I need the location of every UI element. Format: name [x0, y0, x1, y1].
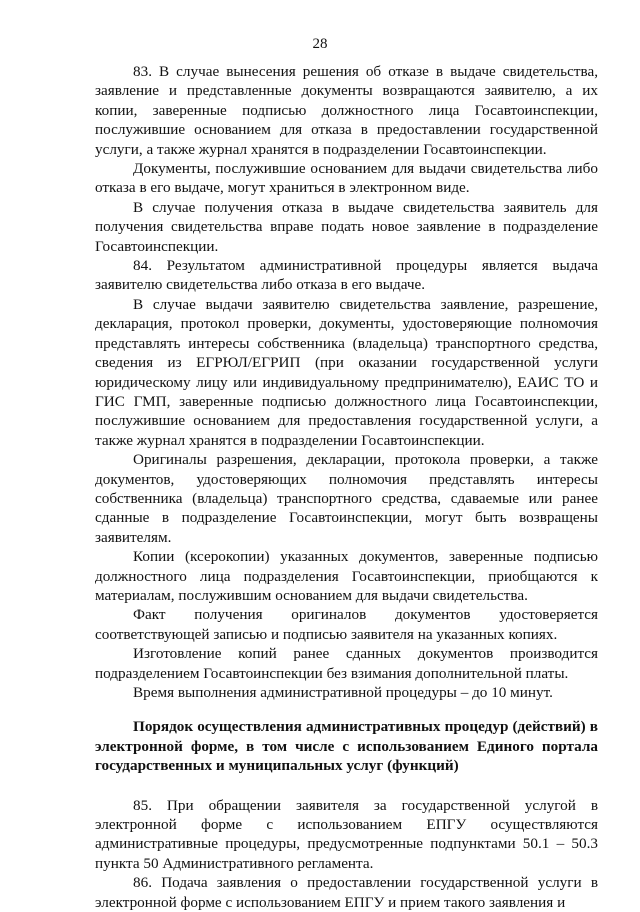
paragraph-originals-returned: Оригиналы разрешения, декларации, протокола проверки, а также документов, удостоверяющих полномочия представлять интересы собственника (владельца) транспортного средства, сдаваемые или ранее сданные в подразделение Госавтоинспекции, могут быть возвращены заявителям.: [95, 451, 598, 546]
section-heading: Порядок осуществления административных процедур (действий) в электронной форме, в том числе с использованием Единого портала государственных и муниципальных услуг (функций): [95, 718, 598, 775]
page-number: 28: [312, 36, 328, 52]
paragraph-83: 83. В случае вынесения решения об отказе в выдаче свидетельства, заявление и представленные документы возвращаются заявителю, а их копии, заверенные подписью должностного лица Госавтоинспекции, послужившие основанием для отказа в предоставлении государственной услуги, а также журнал хранятся в подразделении Госавтоинспекции.: [95, 63, 598, 158]
paragraph-copies-free: Изготовление копий ранее сданных документов производится подразделением Госавтоинспекции без взимания дополнительной платы.: [95, 645, 598, 682]
paragraph-86: 86. Подача заявления о предоставлении государственной услуги в электронной форме с использованием ЕПГУ и прием такого заявления и: [95, 874, 598, 911]
document-body: [95, 62, 598, 912]
paragraph-receipt-fact: Факт получения оригиналов документов удостоверяется соответствующей записью и подписью заявителя на указанных копиях.: [95, 606, 598, 643]
paragraph-procedure-time: Время выполнения административной процедуры – до 10 минут.: [133, 684, 553, 701]
paragraph-electronic-storage: Документы, послужившие основанием для выдачи свидетельства либо отказа в его выдаче, могут храниться в электронном виде.: [95, 160, 598, 197]
paragraph-85: 85. При обращении заявителя за государственной услугой в электронной форме с использованием ЕПГУ осуществляются административные процедуры, предусмотренные подпунктами 50.1 – 50.3 пункта 50 Административного регламента.: [95, 796, 598, 872]
paragraph-copies-attached: Копии (ксерокопии) указанных документов, заверенные подписью должностного лица подразделения Госавтоинспекции, приобщаются к материалам, послужившим основанием для выдачи свидетельства.: [95, 548, 598, 604]
paragraph-refusal-new-application: В случае получения отказа в выдаче свидетельства заявитель для получения свидетельства вправе подать новое заявление в подразделение Госавтоинспекции.: [95, 198, 598, 255]
paragraph-issued-documents-storage: В случае выдачи заявителю свидетельства заявление, разрешение, декларация, протокол проверки, документы, удостоверяющие полномочия представлять интересы собственника (владельца) транспортного средства, сведения из ЕГРЮЛ/ЕГРИП (при оказании государственной услуги юридическому лицу или индивидуальному предпринимателю), ЕАИС ТО и ГИС ГМП, заверенные подписью должностного лица Госавтоинспекции, послужившие основанием для предоставления государственной услуги, а также журнал хранятся в подразделении Госавтоинспекции.: [95, 295, 598, 449]
paragraph-84: 84. Результатом административной процедуры является выдача заявителю свидетельства либо отказа в его выдаче.: [95, 257, 598, 294]
